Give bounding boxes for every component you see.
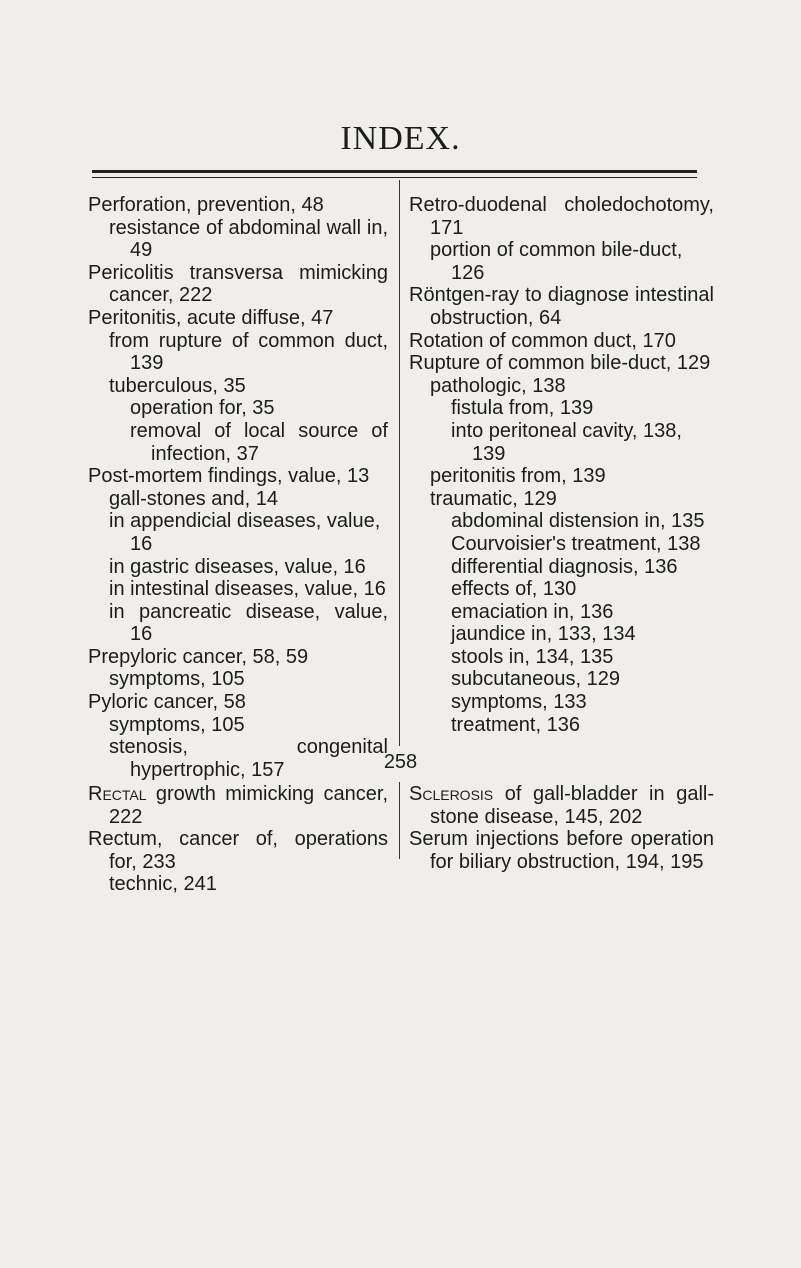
index-entry: Serum injections before operation for biliary obstruction, 194, 195 [409, 828, 714, 873]
index-entry-head: Sclerosis [409, 783, 494, 805]
column-divider-bottom [399, 782, 400, 859]
index-entry: Peritonitis, acute diffuse, 47 [88, 306, 334, 329]
index-entry: in appendicial diseases, value, 16 [109, 510, 381, 555]
index-entry: symptoms, 133 [451, 691, 587, 714]
index-entry: fistula from, 139 [451, 397, 594, 420]
index-entry-text: growth mimicking cancer, 222 [109, 783, 388, 828]
index-entry: portion of common bile-duct, 126 [430, 239, 683, 284]
index-entry: abdominal distension in, 135 [451, 510, 705, 533]
index-entry: from rupture of common duct, 139 [109, 329, 388, 375]
index-entry: technic, 241 [109, 873, 217, 896]
page-title: INDEX. [340, 120, 461, 157]
index-entry-head: Rectal [88, 783, 147, 805]
index-entry: symptoms, 105 [109, 713, 245, 736]
index-entry: into peritoneal cavity, 138, 139 [451, 419, 682, 465]
index-entry: jaundice in, 133, 134 [451, 623, 636, 646]
index-entry: Courvoisier's treatment, 138 [451, 532, 701, 555]
index-entry: peritonitis from, 139 [430, 465, 606, 488]
index-entry: in intestinal diseases, value, 16 [109, 578, 386, 601]
right-column-bottom [409, 783, 714, 873]
index-entry: in pancreatic disease, value, 16 [109, 600, 388, 646]
index-entry: Pericolitis transversa mimicking cancer, 222 [88, 261, 388, 307]
left-column-bottom [88, 783, 388, 896]
index-entry: emaciation in, 136 [451, 600, 614, 623]
index-entry-rectal [88, 783, 388, 828]
index-entry: differential diagnosis, 136 [451, 555, 678, 578]
index-entry: resistance of abdominal wall in, 49 [109, 216, 388, 262]
index-entry: Prepyloric cancer, 58, 59 [88, 645, 309, 668]
index-entry: subcutaneous, 129 [451, 668, 621, 691]
index-entry: stenosis, congenital hypertrophic, 157 [109, 736, 388, 781]
index-entry: treatment, 136 [451, 713, 580, 736]
index-entry: traumatic, 129 [430, 487, 557, 510]
index-entry: Post-mortem findings, value, 13 [88, 465, 370, 488]
index-entry-text: of gall-bladder in gall-stone disease, 145, 202 [430, 783, 714, 828]
index-entry: Rotation of common duct, 170 [409, 329, 676, 352]
index-entry: gall-stones and, 14 [109, 487, 279, 510]
header-rule-thick [92, 170, 697, 173]
index-entry: removal of local source of infection, 37 [130, 419, 388, 465]
index-entry: Retro-duodenal choledochotomy, 171 [409, 194, 714, 239]
index-entry: stools in, 134, 135 [451, 645, 614, 668]
index-entry: Perforation, prevention, 48 [88, 194, 324, 216]
index-entry: Rupture of common bile-duct, 129 [409, 352, 711, 375]
index-entry: Röntgen-ray to diagnose intestinal obstruction, 64 [409, 284, 714, 329]
index-entry: pathologic, 138 [430, 374, 566, 397]
page-number: 258 [383, 751, 418, 773]
right-column [409, 194, 714, 736]
left-column [88, 194, 388, 781]
header-rule-thin [92, 177, 697, 178]
index-entry: Rectum, cancer of, operations for, 233 [88, 828, 388, 873]
column-divider-top [399, 180, 400, 746]
index-entry: symptoms, 105 [109, 668, 245, 691]
index-entry: operation for, 35 [130, 397, 275, 420]
index-entry: tuberculous, 35 [109, 374, 246, 397]
index-entry: in gastric diseases, value, 16 [109, 555, 366, 578]
index-entry: effects of, 130 [451, 578, 577, 601]
index-entry-sclerosis [409, 783, 714, 828]
index-entry: Pyloric cancer, 58 [88, 691, 246, 714]
